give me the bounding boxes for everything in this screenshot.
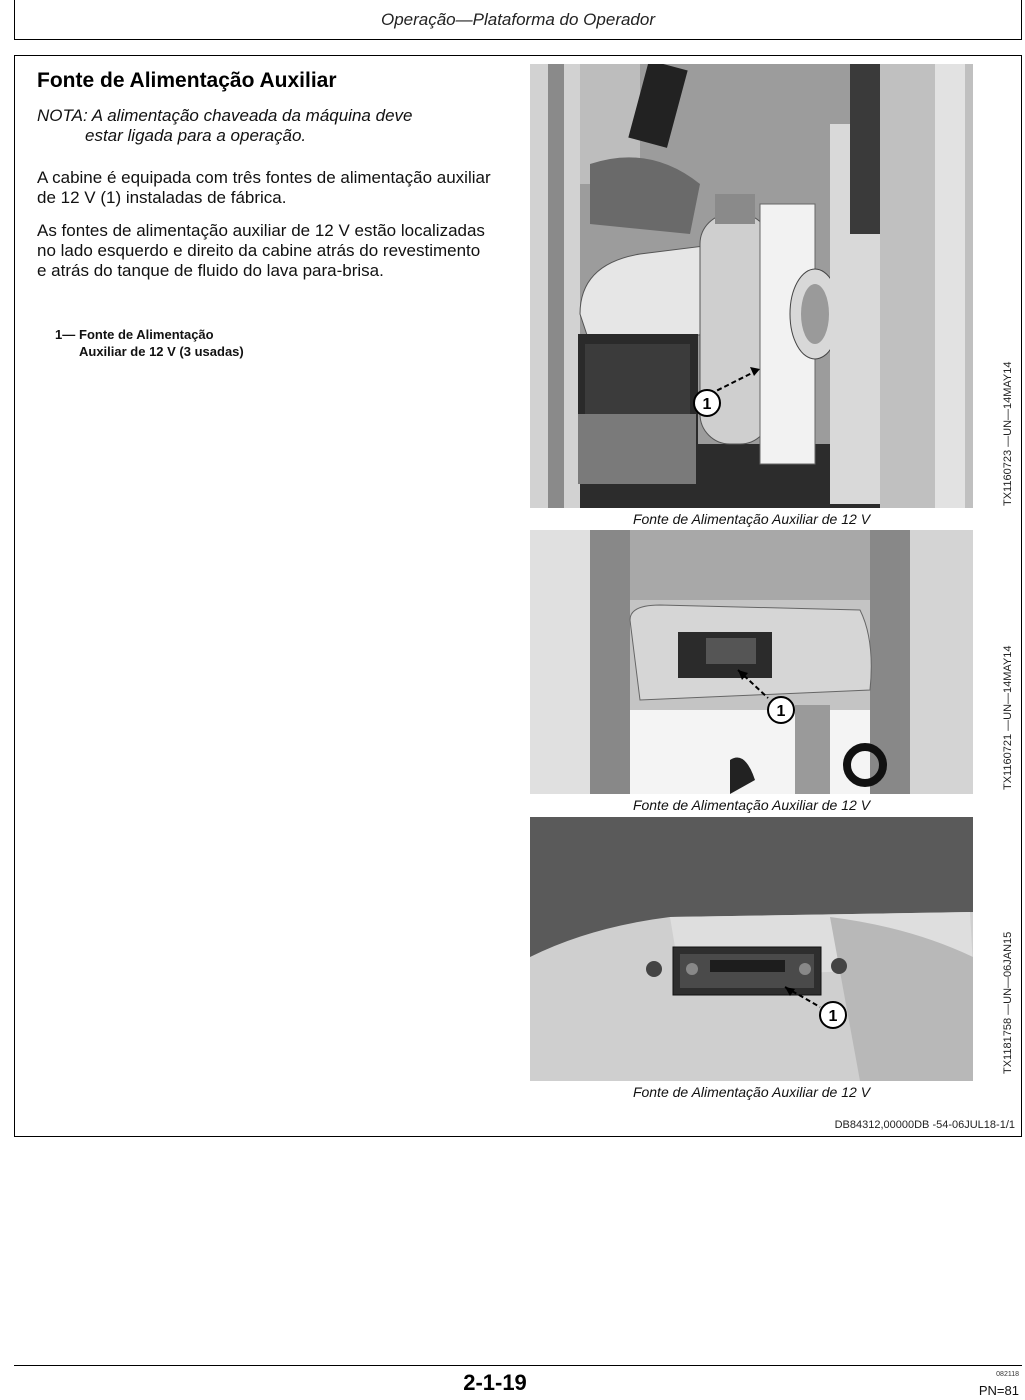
figure-2-illustration [530, 530, 973, 794]
figure-3-callout: 1 [828, 1008, 838, 1025]
figure-3-illustration [530, 817, 973, 1081]
figure-2-image [530, 530, 973, 794]
callout-legend [55, 326, 244, 360]
header-title: Operação—Plataforma do Operador [380, 10, 656, 29]
footer-code: 082118 [996, 1371, 1019, 1378]
section-title: Fonte de Alimentação Auxiliar [37, 69, 337, 92]
pn-number: PN=81 [978, 1383, 1019, 1398]
figure-2-callout: 1 [776, 703, 786, 720]
paragraph-2: As fontes de alimentação auxiliar de 12 V estão localizadas no lado esquerdo e direito da cabine atrás do revestimento e atrás do tanque de fluido do lava para-brisa. [37, 221, 485, 280]
legend-line-1: Fonte de Alimentação [79, 327, 214, 342]
figure-1-illustration [530, 64, 973, 508]
figure-1-code: TX1160723 —UN—14MAY14 [1002, 361, 1014, 506]
figure-3-code: TX1181758 —UN—06JAN15 [1002, 931, 1014, 1074]
legend-number: 1— [55, 327, 76, 342]
legend-line-2: Auxiliar de 12 V (3 usadas) [79, 344, 244, 359]
paragraph-1: A cabine é equipada com três fontes de alimentação auxiliar de 12 V (1) instaladas de fábrica. [37, 168, 491, 207]
document-reference: DB84312,00000DB -54-06JUL18-1/1 [834, 1119, 1015, 1131]
figure-2-code: TX1160721 —UN—14MAY14 [1002, 645, 1014, 790]
note-line-2: estar ligada para a operação. [85, 126, 307, 145]
figure-1-callout: 1 [702, 396, 712, 413]
figure-3-image [530, 817, 973, 1081]
figure-1-image [530, 64, 973, 508]
page-header [14, 0, 1022, 40]
content-section [14, 55, 1022, 1137]
note-line-1: NOTA: A alimentação chaveada da máquina deve [37, 106, 413, 125]
figure-2-caption: Fonte de Alimentação Auxiliar de 12 V [632, 797, 871, 813]
figure-3-caption: Fonte de Alimentação Auxiliar de 12 V [632, 1084, 871, 1100]
footer-divider [14, 1365, 1022, 1366]
figure-1-caption: Fonte de Alimentação Auxiliar de 12 V [632, 511, 871, 527]
page-number: 2-1-19 [463, 1370, 527, 1395]
note [37, 106, 487, 146]
